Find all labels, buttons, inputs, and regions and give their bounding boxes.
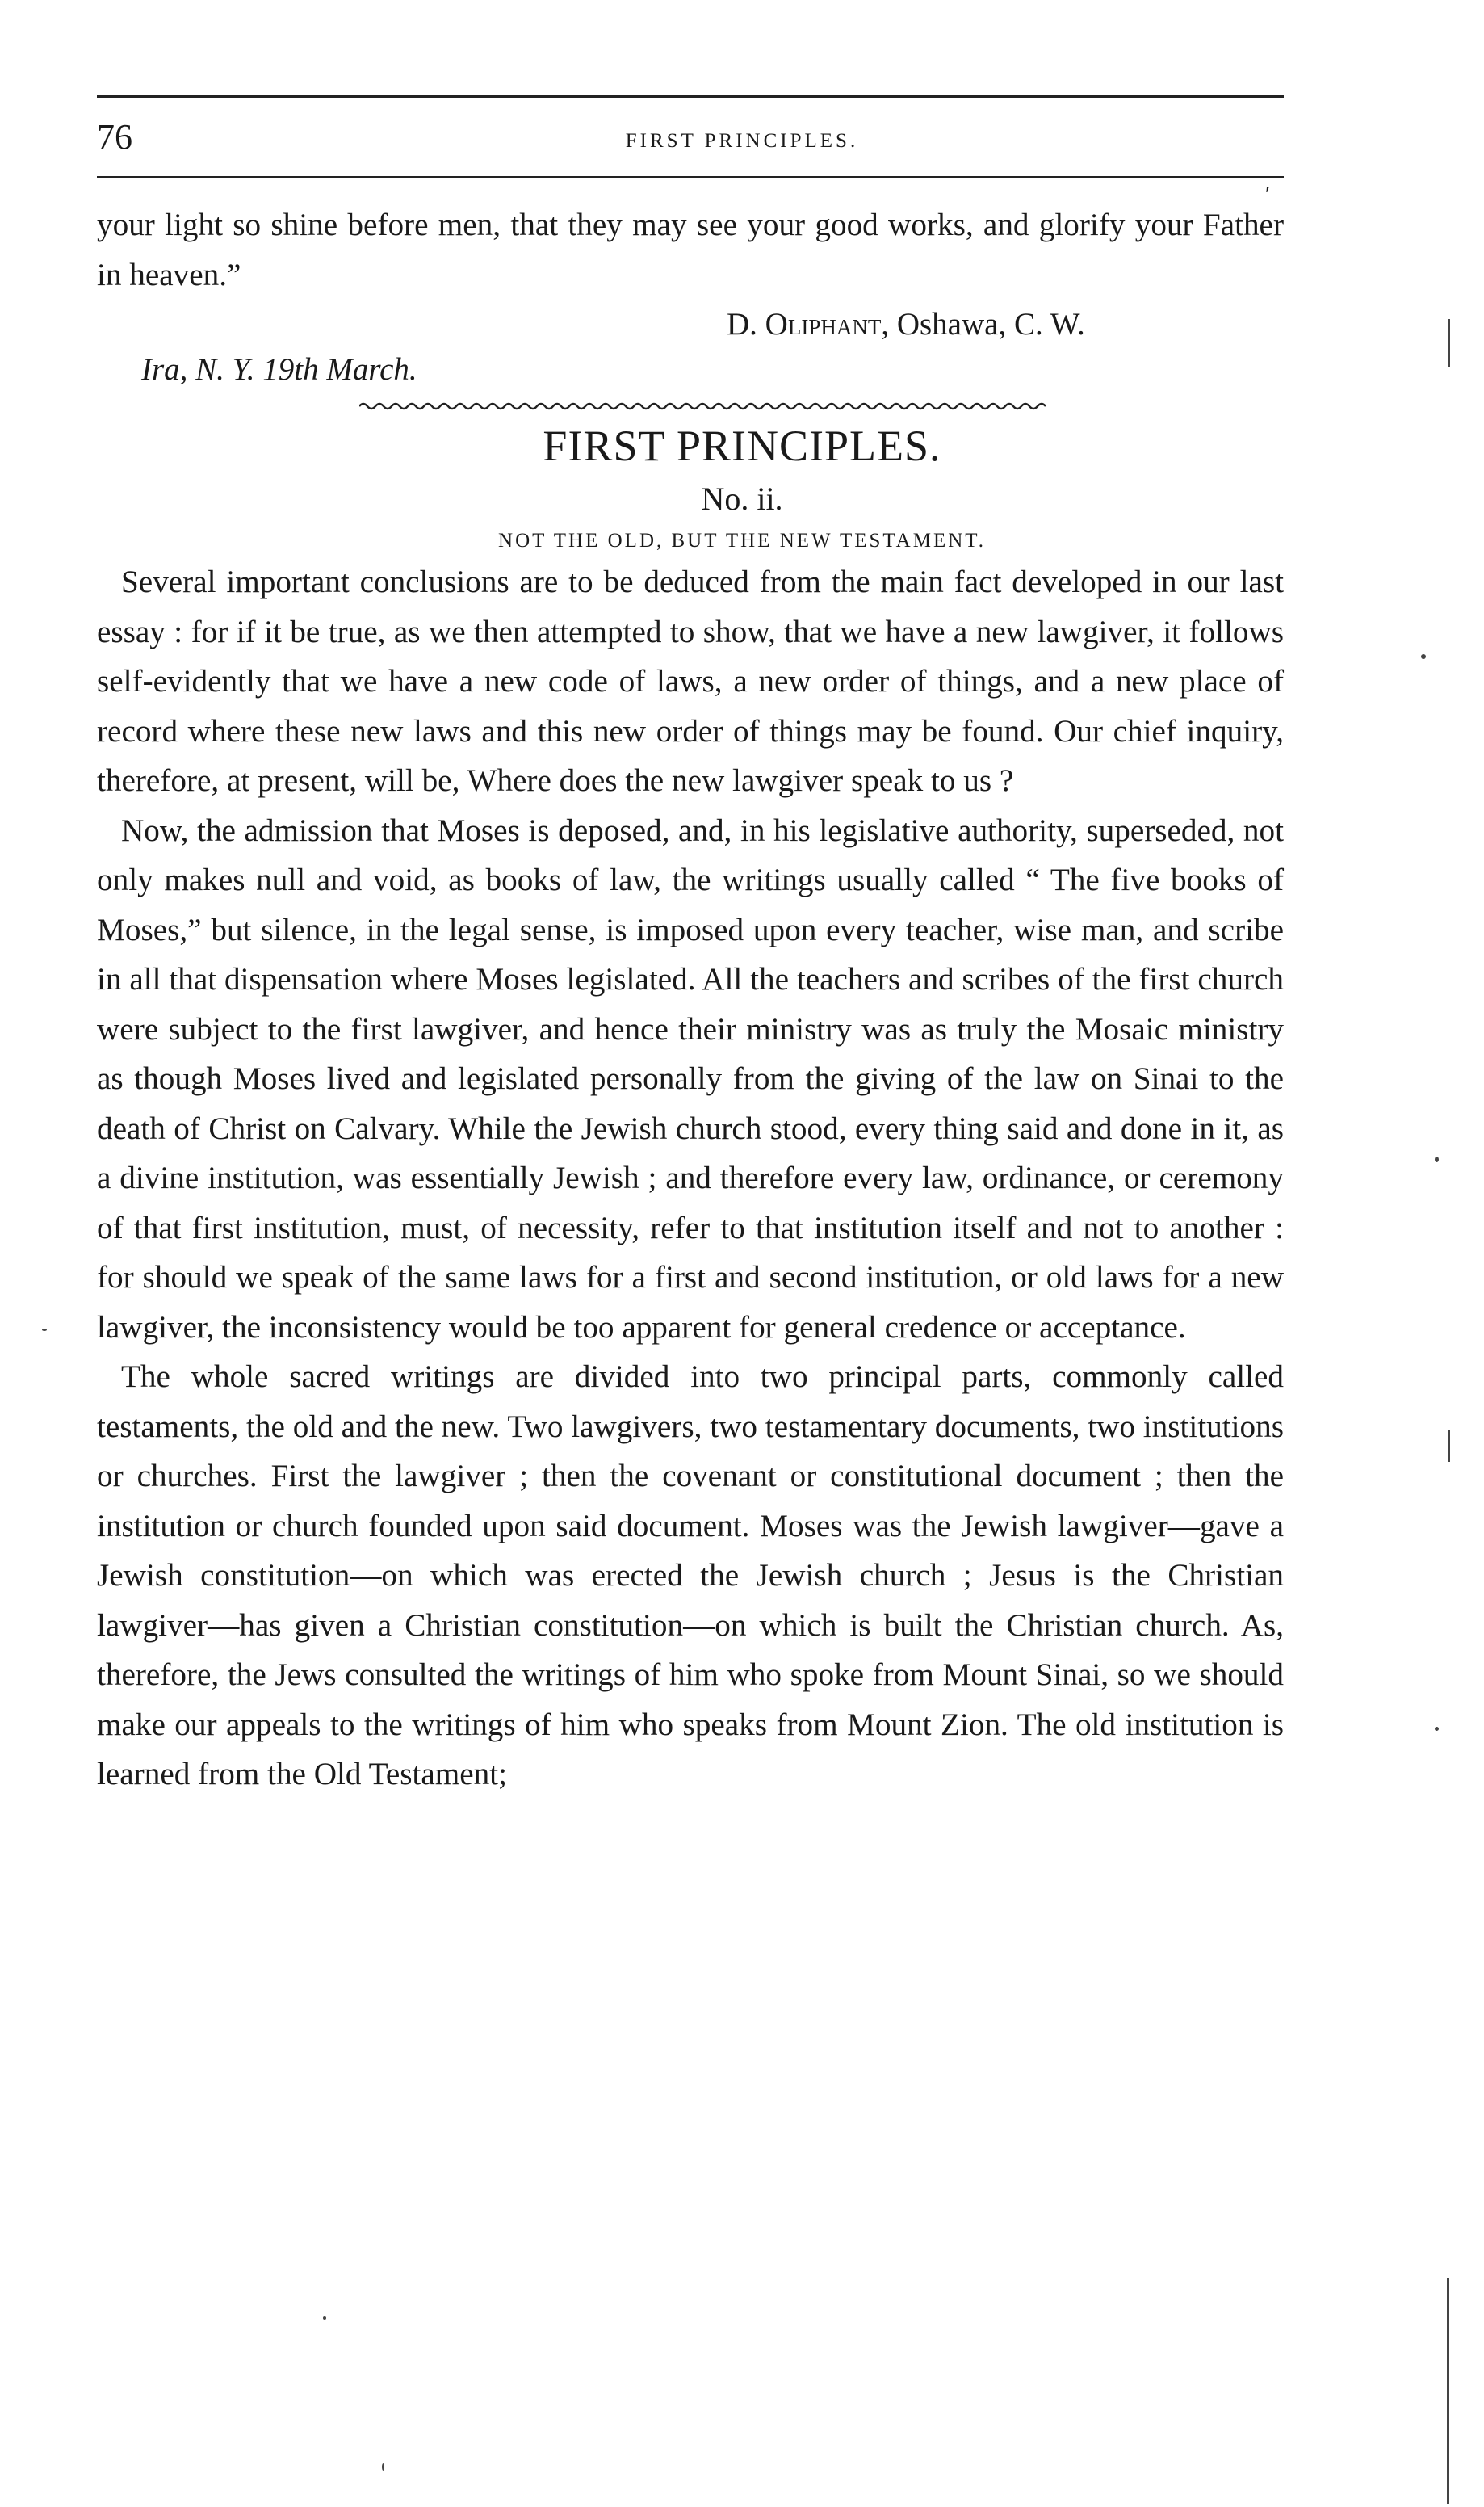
header-rule [97, 176, 1284, 178]
article-body [97, 557, 1284, 1799]
letter-closing-text: your light so shine before men, that they may see your good works, and glorify your Father in heaven.” [97, 208, 1284, 292]
print-speck [1447, 2278, 1449, 2504]
paragraph: The whole sacred writings are divided into two principal parts, commonly called testaments, the old and the new. Two lawgivers, two testamentary documents, two institutions or churches. First the lawgiver ; then the covenant or constitutional document ; then the institution or church founded upon said document. Moses was the Jewish lawgiver—gave a Jewish constitution—on which was erected the Jewish church ; Jesus is the Christian lawgiver—has given a Christian constitution—on which is built the Christian church. As, therefore, the Jews consulted the writings of him who spoke from Mount Sinai, so we should make our appeals to the writings of him who speaks from Mount Zion. The old institution is learned from the Old Testament; [97, 1359, 1284, 1791]
page-number: 76 [97, 117, 132, 157]
print-speck [1448, 1430, 1450, 1462]
paragraph: Now, the admission that Moses is deposed, and, in his legislative authority, superseded, not only makes null and void, as books of law, the writings usually called “ The five books of Moses,” but silence, in the legal sense, is imposed upon every teacher, wise man, and scribe in all that dispensation where Moses legislated. All the teachers and scribes of the first church were subject to the first lawgiver, and hence their ministry was as truly the Mosaic ministry as though Moses lived and legislated personally from the giving of the law on Sinai to the death of Christ on Calvary. While the Jewish church stood, every thing said and done in it, as a divine institution, was essentially Jewish ; and therefore every law, ordinance, or ceremony of that first institution, must, of necessity, refer to that institution itself and not to another : for should we speak of the same laws for a first and second institution, or old laws for a new lawgiver, the inconsistency would be too apparent for general credence or acceptance. [97, 813, 1284, 1345]
print-speck [1435, 1157, 1439, 1162]
paragraph: Several important conclusions are to be deduced from the main fact developed in our last essay : for if it be true, as we then attempted to show, that we have a new lawgiver, it follows self-evidently that we have a new code of laws, a new order of things, and a new place of record where these new laws and this new order of things may be found. Our chief inquiry, therefore, at present, will be, Where does the new lawgiver speak to us ? [97, 565, 1284, 798]
signature-name: D. Oliphant [727, 307, 882, 342]
print-speck [42, 1329, 47, 1331]
dateline-text: Ira, N. Y. 19th March. [141, 352, 417, 387]
article-title: FIRST PRINCIPLES. [543, 422, 941, 470]
print-speck [1435, 1727, 1439, 1731]
print-speck [1421, 654, 1426, 659]
running-title: FIRST PRINCIPLES. [625, 130, 859, 152]
signature [727, 300, 1085, 349]
stray-mark: ʹ [1265, 183, 1271, 208]
top-rule [97, 95, 1284, 98]
print-speck [1448, 319, 1450, 367]
print-speck [323, 2316, 326, 2320]
article-subtitle: NOT THE OLD, BUT THE NEW TESTAMENT. [498, 530, 986, 552]
previous-letter-ending [97, 200, 1284, 300]
print-speck [382, 2463, 384, 2471]
wavy-divider [359, 401, 1046, 412]
article-number: No. ii. [701, 481, 783, 517]
signature-place: , Oshawa, C. W. [881, 307, 1085, 342]
dateline [141, 346, 417, 394]
